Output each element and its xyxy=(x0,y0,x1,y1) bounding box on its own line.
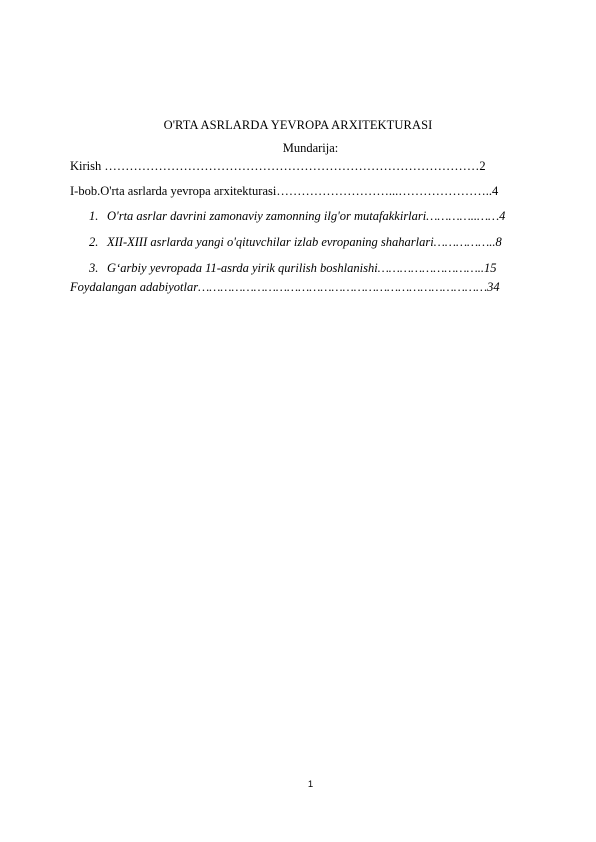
toc-entry-text: O'rta asrlar davrini zamonaviy zamonning ilg'or mutafakkirlari…………..……4 xyxy=(107,209,506,223)
toc-entry-section-2 xyxy=(89,234,502,250)
toc-entry-references xyxy=(70,279,500,295)
toc-entry-section-3 xyxy=(89,260,496,276)
toc-entry-text: G‘arbiy yevropada 11-asrda yirik qurilish boshlanishi………………………..15 xyxy=(107,261,497,275)
toc-entry-introduction xyxy=(70,158,486,174)
toc-entry-text: Kirish ………………………………………………………………………………2 xyxy=(70,159,486,173)
toc-entry-chapter-one xyxy=(70,183,498,199)
toc-entry-number: 2. xyxy=(89,235,99,249)
toc-heading: Mundarija: xyxy=(282,141,339,155)
toc-entry-number: 3. xyxy=(89,261,99,275)
toc-entry-text: XII-XIII asrlarda yangi o'qituvchilar izlab evropaning shaharlari……………..8 xyxy=(107,235,502,249)
toc-entry-section-1 xyxy=(89,208,505,224)
toc-entry-text: Foydalangan adabiyotlar……………………………………………………………………34 xyxy=(70,280,500,294)
page-number: 1 xyxy=(307,779,314,790)
document-title: O'RTA ASRLARDA YEVROPA ARXITEKTURASI xyxy=(163,118,433,132)
toc-entry-text: I-bob.O'rta asrlarda yevropa arxitekturasi………………………...…………………..4 xyxy=(70,184,499,198)
toc-entry-number: 1. xyxy=(89,209,99,223)
